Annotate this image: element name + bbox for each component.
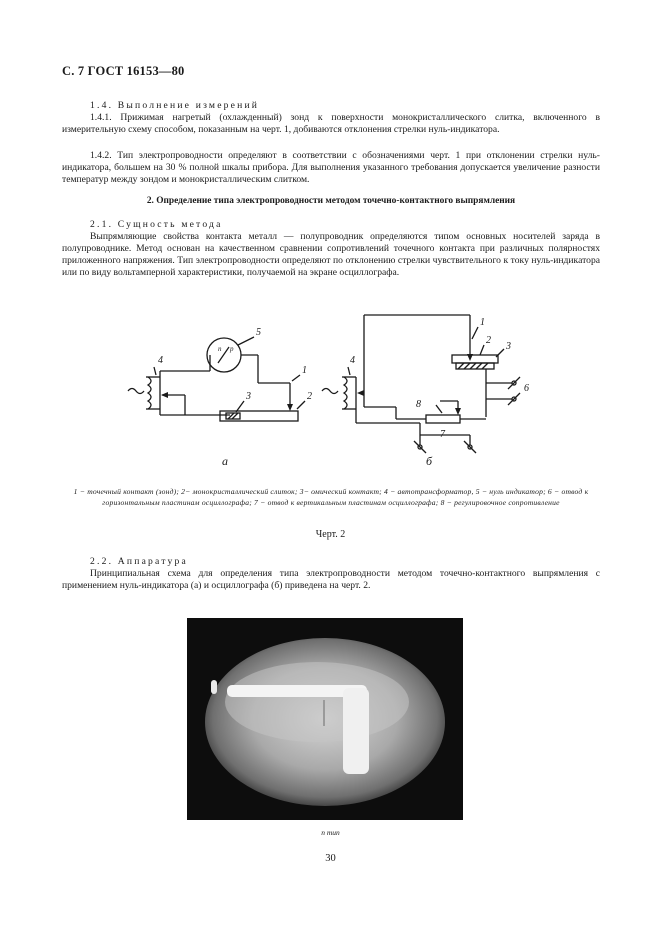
label-3-a: 3 [246, 391, 251, 402]
label-6-b: 6 [524, 383, 529, 394]
section-2-heading: 2. Определение типа электропроводности методом точечно-контактного выпрямления [146, 196, 516, 206]
sub-label-b: б [426, 454, 433, 468]
meter-n-label: n [218, 345, 222, 353]
label-1-b: 1 [480, 317, 485, 328]
label-5-a: 5 [256, 327, 261, 338]
paragraph-2-2: Принципиальная схема для определения типа электропроводности методом точечно-контактного выпрямления с применением нуль-индикатора (а) и осциллографа (б) приведена на черт. 2. [62, 568, 600, 591]
label-3-b: 3 [506, 341, 511, 352]
page-number: 30 [325, 853, 336, 864]
meter-p-label: p [230, 345, 234, 353]
diagram-a [128, 337, 305, 421]
paragraph-1-4-1: 1.4.1. Прижимая нагретый (охлажденный) зонд к поверхности монокристаллического слитка, включенного в измерительную схему способом, показанным на черт. 1, добиваются отклонения стрелки нуль-индикатора. [62, 112, 600, 135]
paragraph-2-1: Выпрямляющие свойства контакта металл — полупроводник определяются типом основных носителей заряда в полупроводнике. Метод основан на качественном сравнении сопротивлений точечного контакта при различных полярностях приложенного напряжения. Тип электропроводности определяют по отклонению стрелки чувствительного к току нуль-индикатора или по виду вольтамперной характеристики, получаемой на экране осциллографа. [62, 231, 600, 278]
label-4-b: 4 [350, 355, 355, 366]
label-4-a: 4 [158, 355, 163, 366]
page-header: С. 7 ГОСТ 16153—80 [62, 64, 185, 78]
paragraph-1-4-2: 1.4.2. Тип электропроводности определяют в соответствии с обозначениями черт. 1 при отклонении стрелки нуль-индикатора, большем на 30 % полной шкалы прибора. Для выполнения указанного требования допускается увеличение разности температур между зондом и монокристаллическим слитком. [62, 150, 600, 185]
figure-caption: Черт. 2 [315, 529, 346, 540]
figure-legend: 1 − точечный контакт (зонд); 2− монокристаллический слиток; 3− омический контакт; 4 − автотрансформатор, 5 − нуль индикатор; 6 − отвод к горизонтальным пластинам осциллографа; 7 − отвод к вертикальным пластинам осциллографа; 8 − регулировочное сопротивление [73, 487, 589, 507]
sub-label-a: а [222, 454, 228, 468]
label-1-a: 1 [302, 365, 307, 376]
section-1-4-title: 1.4. Выполнение измерений [90, 100, 260, 111]
label-2-a: 2 [307, 391, 312, 402]
photo-caption: n тип [321, 828, 340, 837]
label-2-b: 2 [486, 335, 491, 346]
label-8-b: 8 [416, 399, 421, 410]
circuit-diagrams [100, 305, 560, 475]
section-2-1-title: 2.1. Сущность метода [90, 219, 223, 230]
section-2-2-title: 2.2. Аппаратура [90, 556, 188, 567]
label-7-b: 7 [440, 429, 445, 440]
oscillogram-photo [187, 618, 463, 820]
